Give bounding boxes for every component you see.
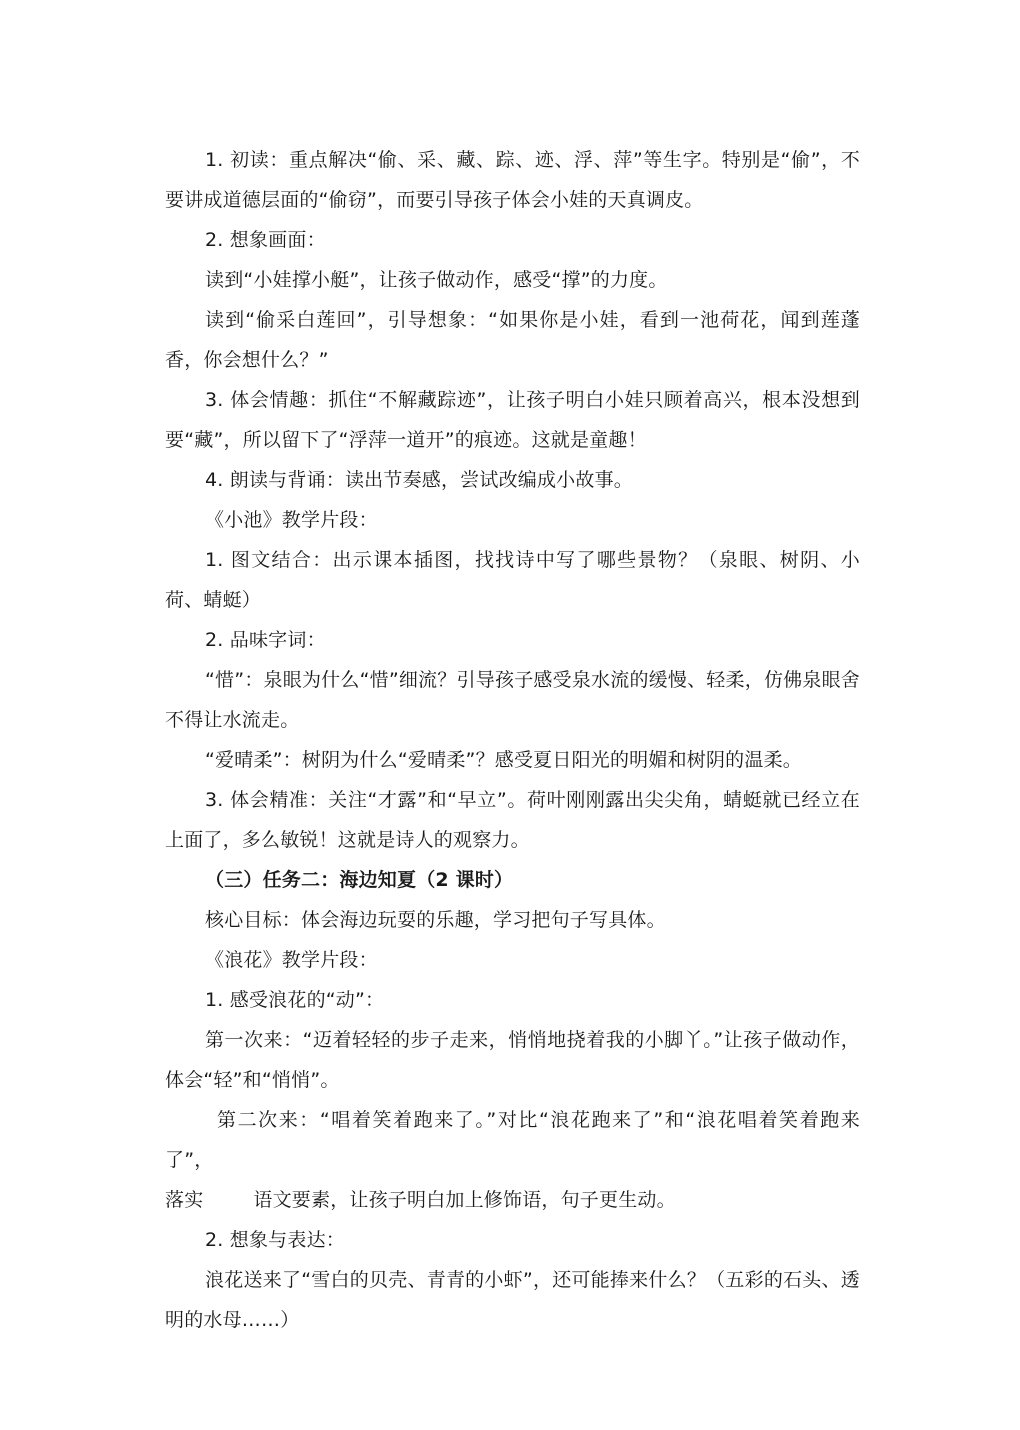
paragraph-imagine-express: 2. 想象与表达： (205, 1229, 345, 1251)
second-time-line: 第二次来：“唱着笑着跑来了。”对比“浪花跑来了”和“浪花唱着笑着跑来了”， (165, 1109, 860, 1171)
paragraph-xi: “惜”：泉眼为什么“惜”细流？引导孩子感受泉水流的缓慢、轻柔，仿佛泉眼舍不得让水流走。 (165, 669, 860, 731)
section-heading-task-two: （三）任务二：海边知夏（2 课时） (205, 869, 514, 891)
paragraph-precise: 3. 体会精准：关注“才露”和“早立”。荷叶刚刚露出尖尖角，蜻蜓就已经立在上面了，多么敏锐！这就是诗人的观察力。 (165, 789, 860, 851)
paragraph-second-time (165, 1100, 860, 1220)
paragraph-interest: 3. 体会情趣：抓住“不解藏踪迹”，让孩子明白小娃只顾着高兴，根本没想到要“藏”，所以留下了“浮萍一道开”的痕迹。这就是童趣！ (165, 389, 860, 451)
paragraph-imagine-heading: 2. 想象画面： (205, 229, 326, 251)
paragraph-words-heading: 2. 品味字词： (205, 629, 326, 651)
paragraph-langhua-title: 《浪花》教学片段： (205, 949, 378, 971)
second-time-luoshi: 落实 (165, 1189, 204, 1211)
paragraph-recite: 4. 朗读与背诵：读出节奏感，尝试改编成小故事。 (205, 469, 633, 491)
paragraph-xiaochi-title: 《小池》教学片段： (205, 509, 378, 531)
paragraph-first-reading: 1. 初读：重点解决“偷、采、藏、踪、迹、浮、萍”等生字。特别是“偷”，不要讲成道德层面的“偷窃”，而要引导孩子体会小娃的天真调皮。 (165, 149, 860, 211)
paragraph-core-goal: 核心目标：体会海边玩耍的乐趣，学习把句子写具体。 (205, 909, 666, 931)
paragraph-aiqingrou: “爱晴柔”：树阴为什么“爱晴柔”？感受夏日阳光的明媚和树阴的温柔。 (205, 749, 802, 771)
paragraph-shells: 浪花送来了“雪白的贝壳、青青的小虾”，还可能捧来什么？（五彩的石头、透明的水母……） (165, 1269, 860, 1331)
paragraph-lotus: 读到“偷采白莲回”，引导想象：“如果你是小娃，看到一池荷花，闻到莲蓬香，你会想什么？” (165, 309, 860, 371)
paragraph-boat: 读到“小娃撑小艇”，让孩子做动作，感受“撑”的力度。 (205, 269, 668, 291)
paragraph-first-time: 第一次来：“迈着轻轻的步子走来，悄悄地挠着我的小脚丫。”让孩子做动作，体会“轻”和“悄悄”。 (165, 1029, 860, 1091)
document-page (165, 140, 860, 1340)
second-time-rest: 语文要素，让孩子明白加上修饰语，句子更生动。 (253, 1189, 676, 1211)
paragraph-picture-text: 1. 图文结合：出示课本插图，找找诗中写了哪些景物？（泉眼、树阴、小荷、蜻蜓） (165, 549, 860, 611)
paragraph-feel-move: 1. 感受浪花的“动”： (205, 989, 385, 1011)
